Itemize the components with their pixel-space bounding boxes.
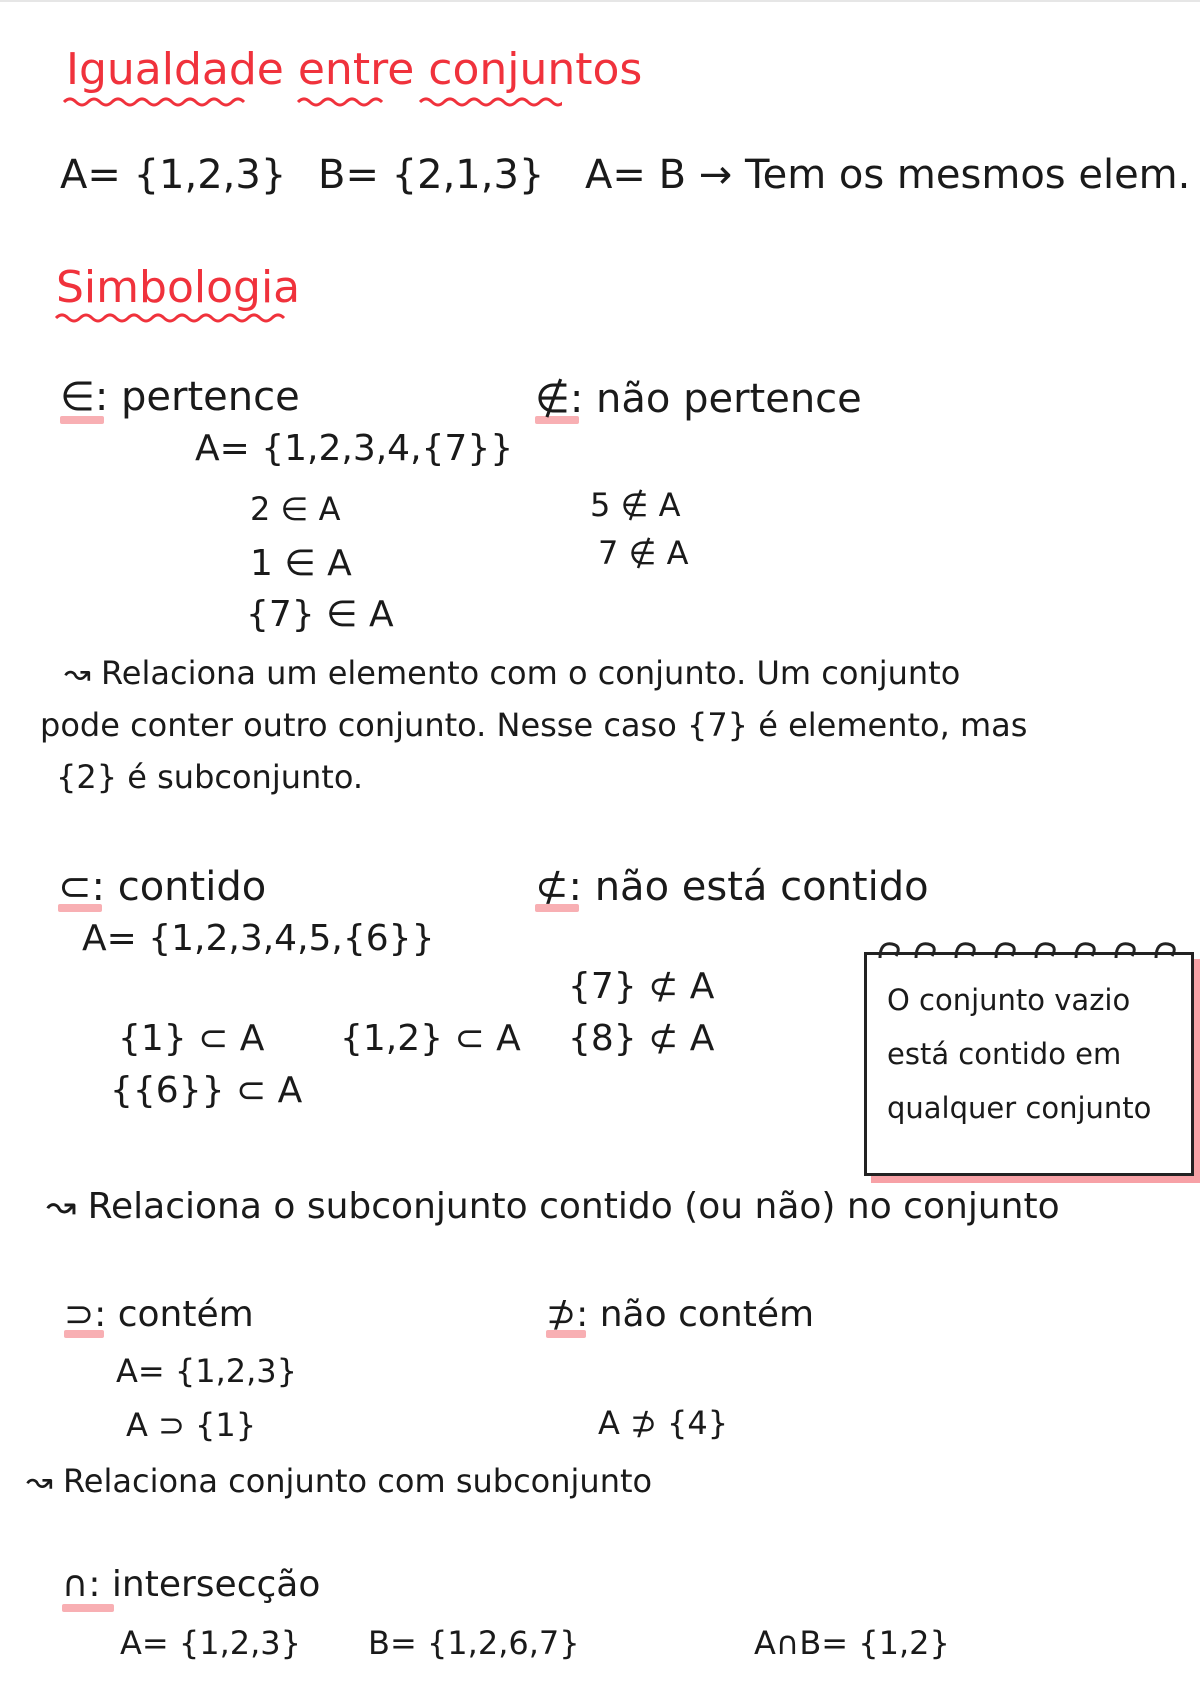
pertence-label: ∈: pertence bbox=[60, 374, 300, 420]
interseccao-highlight bbox=[62, 1604, 114, 1612]
note-line: ↝ Relaciona um elemento com o conjunto. Um conjunto bbox=[64, 654, 961, 692]
pertence-set: A= {1,2,3,4,{7}} bbox=[195, 428, 514, 469]
nao-contem-label: ⊅: não contém bbox=[546, 1294, 815, 1335]
contem-example: A ⊃ {1} bbox=[126, 1406, 257, 1444]
pertence-example: 1 ∈ A bbox=[250, 543, 352, 584]
contido-example: {1,2} ⊂ A bbox=[340, 1018, 521, 1059]
interseccao-set-b: B= {1,2,6,7} bbox=[368, 1624, 580, 1662]
section-title: Simbologia bbox=[56, 262, 301, 313]
note-box-line: qualquer conjunto bbox=[887, 1091, 1152, 1125]
equality-statement: A= B → Tem os mesmos elem. bbox=[585, 152, 1191, 198]
note-line: ↝ Relaciona o subconjunto contido (ou não) no conjunto bbox=[46, 1186, 1060, 1227]
page-title: Igualdade entre conjuntos bbox=[66, 44, 643, 95]
note-line: {2} é subconjunto. bbox=[56, 758, 364, 796]
nao-contido-label: ⊄: não está contido bbox=[535, 864, 929, 910]
nao-contem-example: A ⊅ {4} bbox=[598, 1404, 729, 1442]
nao-contido-example: {7} ⊄ A bbox=[568, 966, 715, 1007]
nao-pertence-example: 7 ∉ A bbox=[598, 534, 689, 572]
title-underline bbox=[62, 94, 562, 110]
note-box-line: O conjunto vazio bbox=[887, 983, 1131, 1017]
contido-example: {1} ⊂ A bbox=[118, 1018, 265, 1059]
nao-pertence-example: 5 ∉ A bbox=[590, 486, 681, 524]
interseccao-label: ∩: intersecção bbox=[62, 1564, 321, 1605]
section-underline bbox=[54, 310, 294, 326]
contido-label: ⊂: contido bbox=[58, 864, 267, 910]
pertence-example: {7} ∈ A bbox=[246, 594, 394, 635]
note-box-line: está contido em bbox=[887, 1037, 1122, 1071]
equality-set-b: B= {2,1,3} bbox=[318, 152, 545, 198]
interseccao-set-a: A= {1,2,3} bbox=[120, 1624, 302, 1662]
top-border bbox=[0, 0, 1200, 2]
nao-pertence-label: ∉: não pertence bbox=[535, 376, 862, 422]
spiral-binding-icon bbox=[872, 930, 1188, 970]
pertence-example: 2 ∈ A bbox=[250, 490, 341, 528]
note-line: pode conter outro conjunto. Nesse caso {7} é elemento, mas bbox=[40, 706, 1028, 744]
equality-set-a: A= {1,2,3} bbox=[60, 152, 287, 198]
contem-set: A= {1,2,3} bbox=[116, 1352, 298, 1390]
contem-label: ⊃: contém bbox=[64, 1294, 254, 1335]
contido-example: {{6}} ⊂ A bbox=[110, 1070, 303, 1111]
nao-contido-example: {8} ⊄ A bbox=[568, 1018, 715, 1059]
interseccao-result: A∩B= {1,2} bbox=[754, 1624, 950, 1662]
contido-set: A= {1,2,3,4,5,{6}} bbox=[82, 918, 435, 959]
note-line: ↝ Relaciona conjunto com subconjunto bbox=[26, 1462, 653, 1500]
note-box bbox=[864, 952, 1194, 1176]
